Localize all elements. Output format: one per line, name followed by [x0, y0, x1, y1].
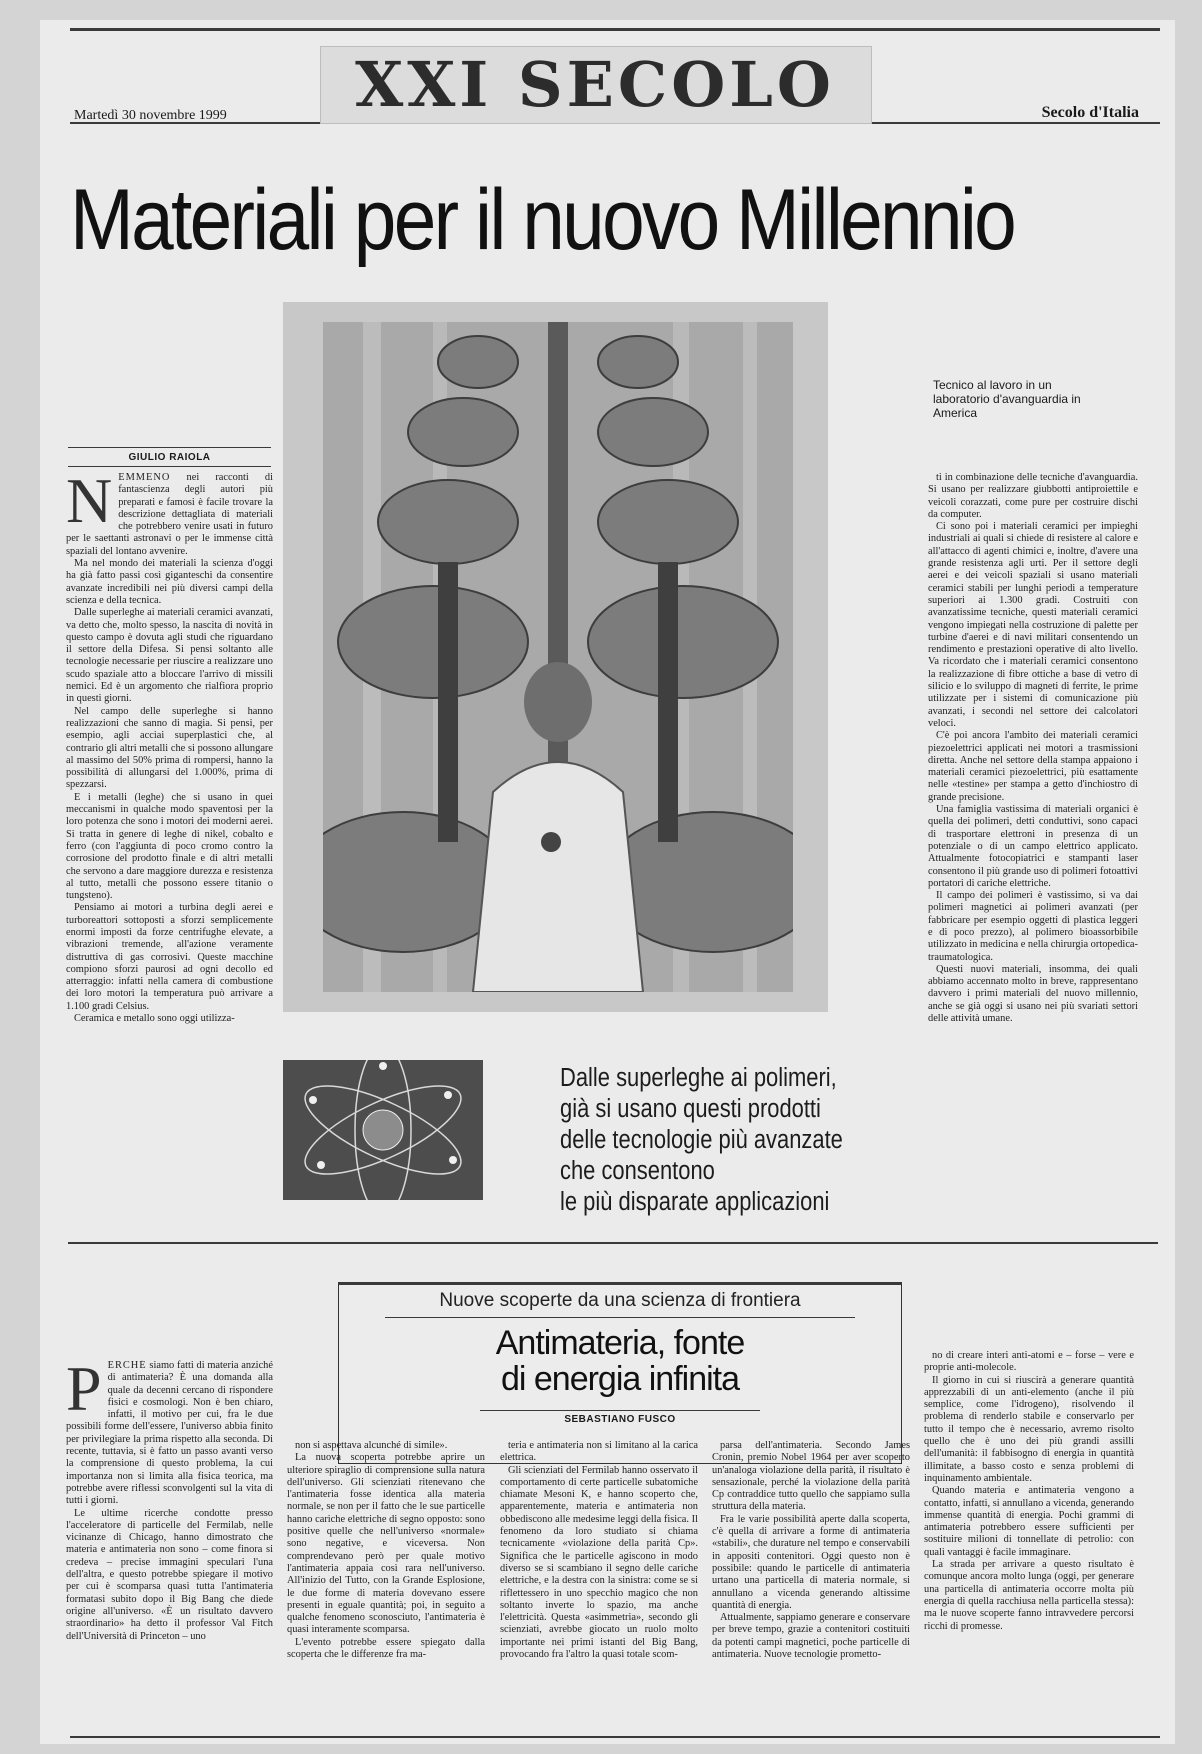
- atom-illustration: [283, 1060, 483, 1200]
- masthead-title: XXI SECOLO: [355, 48, 835, 121]
- paragraph: La nuova scoperta potrebbe aprire un ulteriore spiraglio di comprensione sulla natura dell'universo. Gli scienziati ritenevano che l'antimateria fosse identica alla materia normale, se non per il fatto che le sue particelle hanno cariche elettriche di segno opposto: sono positive quelle che nell'universo «normale» sono negative, e viceversa. Non comprendevano però per quale motivo l'antimateria appaia così rara nell'universo. All'inizio del Tutto, con la Grande Esplosione, le due forme di materia dovevano essere presenti in eguale quantità; poi, in seguito a qualche fenomeno sconosciuto, l'antimateria è quasi interamente scomparsa.: [287, 1452, 485, 1636]
- laboratory-photo: [323, 322, 793, 992]
- paragraph: Fra le varie possibilità aperte dalla scoperta, c'è quella di arrivare a forme di antimateria «stabili», che durature nel tempo e conservabili in appositi contenitori. Oggi questo non è possibile: quando le particelle di antimateria urtano una particella di materia normale, si annullano a vicenda generando altissime quantità di energia.: [712, 1513, 910, 1611]
- pull-quote-line: che consentono: [560, 1157, 715, 1185]
- article2-byline: SEBASTIANO FUSCO: [564, 1414, 676, 1425]
- photo-caption: Tecnico al lavoro in un laboratorio d'avanguardia in America: [933, 378, 1081, 420]
- article2-headline: [340, 1325, 900, 1397]
- article2-column-1: [66, 1360, 273, 1680]
- article2-column-4: [712, 1440, 910, 1700]
- paragraph: Dalle superleghe ai materiali ceramici avanzati, va detto che, molto spesso, la nascita di novità in questo campo è dovuta agli studi che riguardano il settore della Difesa. Si pensi soltanto alle tecnologie necessarie per riuscire a realizzare uno scudo spaziale atto a bloccare l'arrivo di missili nemici. Ed è un argomento che rialfiora proprio in questi giorni.: [66, 607, 273, 705]
- paragraph-text: siamo fatti di materia anziché di antimateria? È una domanda alla quale da decenni cercano di rispondere fisici e cosmologi. Non è ben chiaro, infatti, il motivo per cui, fra le due possibili forme dell'essere, l'universo abbia finito per privilegiare la prima rispetto alla seconda. Di recente, tuttavia, si è fatto un passo avanti verso la comprensione di questo problema, la cui importanza non si limita alla fisica teorica, ma potrebbe avere riflessi sconvolgenti sul la vita di tutti i giorni.: [66, 1360, 273, 1507]
- drop-cap: N: [66, 472, 113, 536]
- drop-cap: P: [66, 1360, 102, 1424]
- paragraph: La strada per arrivare a questo risultato è comunque ancora molto lunga (oggi, per generare una particella di antimateria occorre molta più energia di quella racchiusa nella particella stessa): ma le nuove scoperte fanno intravvedere percorsi ricchi di promesse.: [924, 1559, 1134, 1632]
- paragraph: Questi nuovi materiali, insomma, dei quali abbiamo accennato molto in breve, rappresentano davvero i primi materiali del nuovo millennio, anche se già oggi si usano nei più svariati settori delle attività umane.: [928, 963, 1138, 1025]
- paragraph: Il giorno in cui si riuscirà a generare quantità apprezzabili di un anti-elemento (anche il più semplice, come l'idrogeno), risolvendo il problema di renderlo stabile e conservarlo per tutto il tempo che è necessario, avremo risolto quello che è uno dei più grandi assilli dell'umanità: il fabbisogno di energia in quantità illimitate, a basso costo e senza problemi di inquinamento ambientale.: [924, 1374, 1134, 1484]
- paragraph: ti in combinazione delle tecniche d'avanguardia. Si usano per realizzare giubbotti antiproiettile e veicoli corazzati, come pure per costruire dischi da computer.: [928, 472, 1138, 520]
- paragraph: Ceramica e metallo sono oggi utilizza-: [74, 1013, 235, 1025]
- paragraph: non si aspettava alcunché di simile».: [295, 1440, 448, 1451]
- pull-quote-line: Dalle superleghe ai polimeri,: [560, 1064, 837, 1092]
- pull-quote-line: delle tecnologie più avanzate: [560, 1126, 843, 1154]
- article-column-2: [928, 472, 1138, 1132]
- article2-column-3: [500, 1440, 698, 1700]
- byline-rule-top: [68, 447, 271, 448]
- article2-column-5: [924, 1350, 1134, 1700]
- issue-date: Martedì 30 novembre 1999: [74, 108, 227, 123]
- paragraph: parsa dell'antimateria. Secondo James Cronin, premio Nobel 1964 per aver scoperto un'analoga violazione della parità, il risultato è sensazionale, perché la violazione della parità Cp contraddice tutto quello che sappiamo sulla struttura della materia.: [712, 1440, 910, 1513]
- paragraph: L'evento potrebbe essere spiegato dalla scoperta che le differenze fra ma-: [287, 1636, 485, 1661]
- paragraph: Il campo dei polimeri è vastissimo, si va dai polimeri magnetici ai polimeri avanzati (per fabbricare per esempio oggetti di plastica leggeri e di poco prezzo), al polimero bioassorbibile utilizzato in medicina e nella chirurgia ortopedica-traumatologica.: [928, 890, 1138, 963]
- paragraph: Una famiglia vastissima di materiali organici è quella dei polimeri, detti conduttivi, sono capaci di trasportare elettroni in presenza di un potenziale o di un campo elettrico applicato. Attualmente fotocopiatrici e stampanti laser consentono il più grande uso di polimeri fotoattivi portatori di cariche elettriche.: [928, 804, 1138, 889]
- pull-quote-line: le più disparate applicazioni: [560, 1188, 830, 1216]
- paragraph-text: nei racconti di fantascienza degli autori più preparati e famosi è facile trovare la descrizione dettagliata di materiali che potrebbero venire usati in futuro per le saettanti astronavi o per le immense città spaziali del lontano avvenire.: [66, 472, 273, 557]
- laboratory-photo-illustration: [323, 322, 793, 992]
- article2-headline-line: Antimateria, fonte: [495, 1324, 745, 1362]
- lead-in: EMMENO: [118, 472, 171, 483]
- byline: GIULIO RAIOLA: [128, 452, 211, 463]
- newspaper-name: Secolo d'Italia: [1041, 104, 1139, 121]
- paragraph: Ma nel mondo dei materiali la scienza d'oggi ha già fatto passi così giganteschi da consentire avanzate incredibili nei più diversi campi della scienza e della tecnica.: [66, 558, 273, 606]
- paragraph: teria e antimateria non si limitano al la carica elettrica.: [500, 1440, 698, 1464]
- byline-rule-bottom: [68, 466, 271, 467]
- paragraph: Ci sono poi i materiali ceramici per impieghi industriali ai quali si chiede di resistere al calore e all'attacco di agenti chimici e, inoltre, d'avere una grande resistenza agli urti. Per il settore degli aerei e dei veicoli spaziali si usano materiali ceramici stabili per lunghi periodi a temperature superiori ai 1.300 gradi. Costruiti con avanzatissime tecniche, questi materiali ceramici vengono impiegati nella costruzione di palette per turbine d'aerei e di navi militari consentendo un rendimento e prestazioni operative di alto livello. Va ricordato che i materiali ceramici consentono la realizzazione di fibre ottiche a base di vetro di silicio e lo sviluppo di magneti di ferrite, le prime utilizzate per i sistemi di comunicazione più avanzati, i secondi nel settore dei calcolatori veloci.: [928, 521, 1138, 729]
- atom-icon: [283, 1060, 483, 1200]
- newspaper-page: [40, 20, 1175, 1744]
- paragraph: Le ultime ricerche condotte presso l'acceleratore di particelle del Fermilab, nelle vicinanze di Chicago, hanno dimostrato che materia e antimateria non sono – come finora si credeva – precise immagini speculari l'una dell'altra, e questo potrebbe spiegare il motivo per cui è scomparsa quasi tutta l'antimateria formatasi subito dopo il Big Bang che diede origine all'universo. «È un risultato davvero straordinario» ha detto il professor Val Fitch dell'Università di Princeton – uno: [66, 1507, 273, 1642]
- paragraph: no di creare interi anti-atomi e – forse – vere e proprie anti-molecole.: [924, 1350, 1134, 1374]
- article2-box-top-rule: [338, 1282, 902, 1285]
- paragraph: Pensiamo ai motori a turbina degli aerei e turboreattori sottoposti a sforzi semplicemente enormi imposti da forze centrifughe elevate, a vibrazioni tremende, all'azione veramente distruttiva di gas corrosivi. Queste macchine compiono sforzi paurosi ad ogni decollo ed atterraggio: infatti nella camera di combustione dei loro motori la temperatura può arrivare a 1.100 gradi Celsius.: [66, 902, 273, 1012]
- article-headline: Materiali per il nuovo Millennio: [70, 172, 1015, 268]
- article2-headline-line: di energia infinita: [500, 1360, 740, 1398]
- paragraph: Gli scienziati del Fermilab hanno osservato il comportamento di certe particelle subatomiche chiamate Mesoni K, e hanno scoperto che, apparentemente, materia e antimateria non obbediscono alle medesime leggi della fisica. Il fenomeno da loro studiato si chiama tecnicamente «violazione della parità Cp». Significa che le particelle agiscono in modo diverso se si scambiano il segno delle cariche elettriche, e la destra con la sinistra: come se si riflettessero in uno specchio magico che non soltanto inverte lo spazio, ma anche l'elettricità. Questa «asimmetria», secondo gli scienziati, avrebbe giocato un ruolo molto importante nei primi istanti del Big Bang, provocando fra l'altro la quasi totale scom-: [500, 1464, 698, 1661]
- byline2-rule: [480, 1410, 760, 1411]
- article2-kicker: Nuove scoperte da una scienza di frontiera: [439, 1290, 801, 1311]
- paragraph: Attualmente, sappiamo generare e conservare per breve tempo, grazie a contenitori costituiti da potenti campi magnetici, poche particelle di antimateria. Nuove tecnologie prometto-: [712, 1612, 910, 1661]
- paragraph: Nel campo delle superleghe si hanno realizzazioni che sanno di magia. Si pensi, per esempio, agli acciai superplastici che, al contrario gli altri metalli che si possono allungare al massimo del 50% prima di rompersi, hanno la possibilità di allungarsi del 1.000%, prima di spezzarsi.: [66, 705, 273, 791]
- article2-column-2: [287, 1440, 485, 1700]
- article-column-1: [66, 472, 273, 1112]
- top-rule: [70, 28, 1160, 31]
- paragraph: E i metalli (leghe) che si usano in quei meccanismi in qualche modo spaventosi per la loro potenza che sono i motori dei moderni aerei. Si tratta in genere di leghe di nikel, cobalto e ferro (con l'aggiunta di poco cromo contro la corrosione del prodotto finale e di altri metalli che servono a dare maggiore durezza e resistenza al tutto, metalli che possono essere titanio o tungsteno).: [66, 791, 273, 902]
- paragraph: C'è poi ancora l'ambito dei materiali ceramici piezoelettrici applicati nei motori a trasmissioni diretta. Anche nel settore della stampa appaiono i materiali ceramici piezoelettrici, più esattamente nelle «testine» per stampa a getto d'inchiostro di grande precisione.: [928, 730, 1138, 803]
- lead-in: ERCHÉ: [107, 1360, 147, 1371]
- pull-quote: [560, 1063, 843, 1218]
- bottom-rule: [70, 1736, 1160, 1738]
- kicker-rule: [385, 1317, 855, 1318]
- section-divider: [68, 1242, 1158, 1244]
- pull-quote-line: già si usano questi prodotti: [560, 1095, 821, 1123]
- paragraph: Quando materia e antimateria vengono a contatto, infatti, si annullano a vicenda, generando immense quantità di energia. Pochi grammi di antimateria potrebbero essere sufficienti per sostituire milioni di tonnellate di petrolio: con quali vantaggi è facile immaginare.: [924, 1485, 1134, 1558]
